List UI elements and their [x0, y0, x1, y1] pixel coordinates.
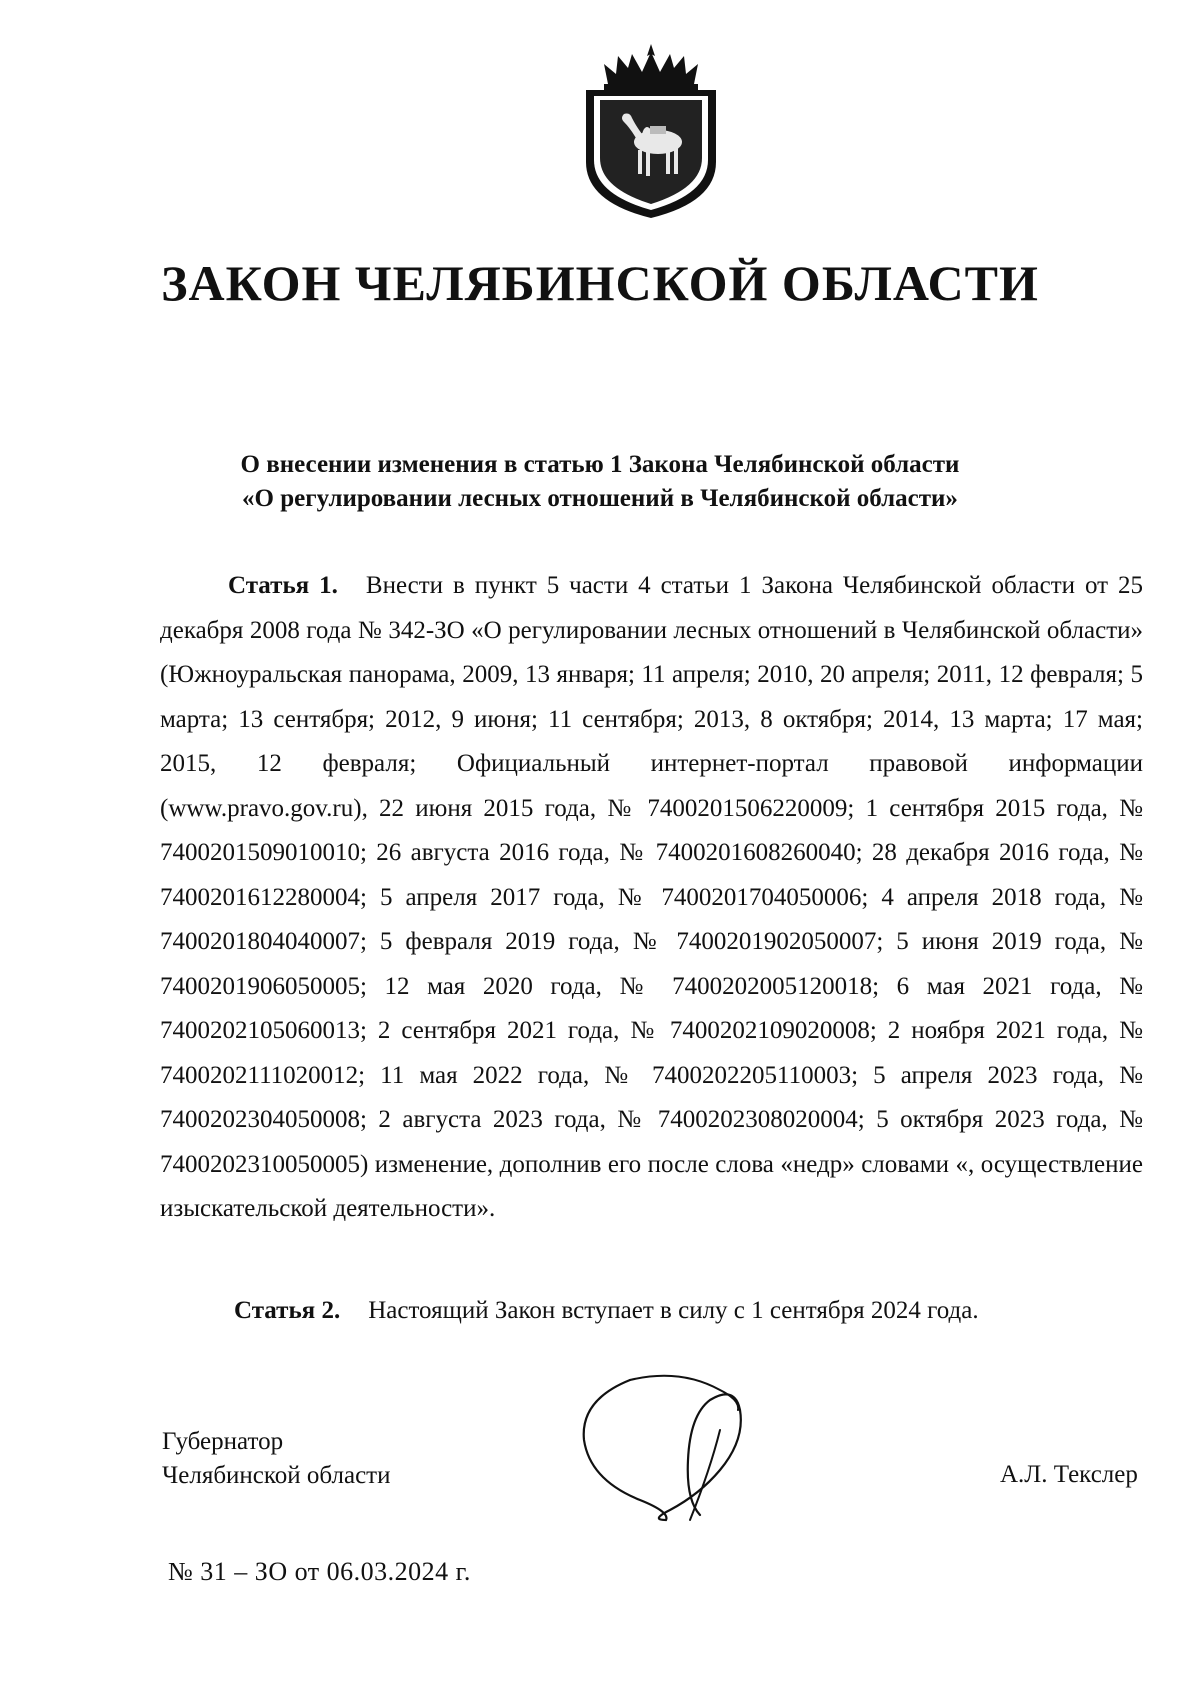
article-2: [160, 1294, 1143, 1328]
article-2-label: Статья 2.: [234, 1297, 341, 1324]
article-2-text: Настоящий Закон вступает в силу с 1 сентября 2024 года.: [368, 1297, 979, 1324]
law-title: ЗАКОН ЧЕЛЯБИНСКОЙ ОБЛАСТИ: [161, 255, 1039, 311]
signer-position: [162, 1425, 390, 1493]
signer-position-line-2: Челябинской области: [162, 1462, 391, 1489]
signer-name: А.Л. Текслер: [1000, 1461, 1138, 1488]
law-subtitle: [0, 448, 1200, 516]
article-1: [160, 564, 1143, 1232]
article-1-label: Статья 1.: [228, 572, 338, 599]
law-number-date: № 31 – ЗО от 06.03.2024 г.: [168, 1557, 471, 1586]
article-1-text: Внести в пункт 5 части 4 статьи 1 Закона Челябинской области от 25 декабря 2008 года № 342-ЗО «О регулировании лесных отношений в Челябинской области» (Южноуральская панорама, 2009, 13 января; 11 апреля; 2010, 20 апреля; 2011, 12 февраля; 5 марта; 13 сентября; 2012, 9 июня; 11 сентября; 2013, 8 октября; 2014, 13 марта; 17 мая; 2015, 12 февраля; Официальный интернет-портал правовой информации (www.pravo.gov.ru), 22 июня 2015 года, № 7400201506220009; 1 сентября 2015 года, № 7400201509010010; 26 августа 2016 года, № 7400201608260040; 28 декабря 2016 года, № 7400201612280004; 5 апреля 2017 года, № 7400201704050006; 4 апреля 2018 года, № 7400201804040007; 5 февраля 2019 года, № 7400201902050007; 5 июня 2019 года, № 7400201906050005; 12 мая 2020 года, № 7400202005120018; 6 мая 2021 года, № 7400202105060013; 2 сентября 2021 года, № 7400202109020008; 2 ноября 2021 года, № 7400202111020012; 11 мая 2022 года, № 7400202205110003; 5 апреля 2023 года, № 7400202304050008; 2 августа 2023 года, № 7400202308020004; 5 октября 2023 года, № 7400202310050005) изменение, дополнив его после слова «недр» словами «, осуществление изыскательской деятельности».: [160, 572, 1143, 1222]
subtitle-line-1: О внесении изменения в статью 1 Закона Челябинской области: [240, 451, 960, 478]
handwritten-signature-icon: [570, 1370, 780, 1540]
signer-position-line-1: Губернатор: [162, 1428, 284, 1455]
chelyabinsk-coat-of-arms-icon: [580, 42, 722, 220]
subtitle-line-2: «О регулировании лесных отношений в Челябинской области»: [242, 485, 958, 512]
